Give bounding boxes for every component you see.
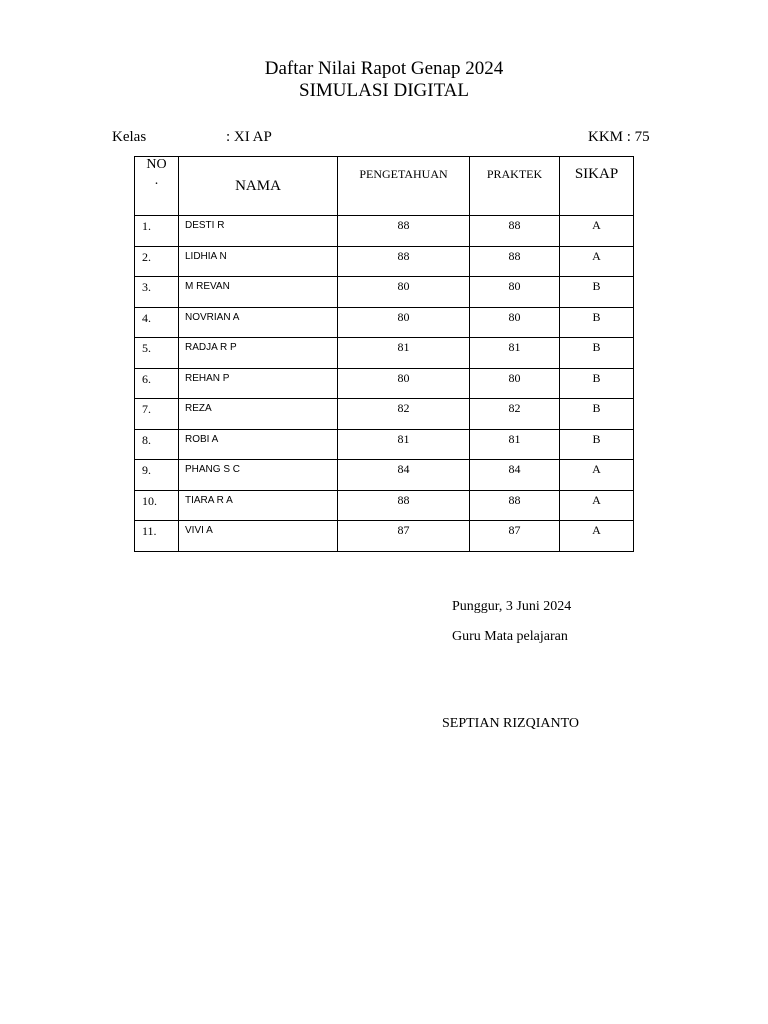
table-row xyxy=(135,277,634,308)
kkm-label: KKM : 75 xyxy=(588,129,650,145)
cell-praktek: 80 xyxy=(470,307,560,338)
cell-praktek: 88 xyxy=(470,246,560,277)
cell-pengetahuan: 81 xyxy=(338,338,470,369)
cell-nama: RADJA R P xyxy=(179,338,338,369)
cell-no: 11. xyxy=(135,521,179,552)
cell-no: 2. xyxy=(135,246,179,277)
cell-no: 3. xyxy=(135,277,179,308)
cell-sikap: B xyxy=(560,399,634,430)
cell-no: 6. xyxy=(135,368,179,399)
cell-pengetahuan: 87 xyxy=(338,521,470,552)
cell-praktek: 84 xyxy=(470,460,560,491)
cell-no: 9. xyxy=(135,460,179,491)
table-row xyxy=(135,307,634,338)
header-no-line1: NO xyxy=(146,157,167,172)
cell-sikap: B xyxy=(560,277,634,308)
cell-nama: M REVAN xyxy=(179,277,338,308)
cell-nama: NOVRIAN A xyxy=(179,307,338,338)
cell-pengetahuan: 88 xyxy=(338,216,470,247)
cell-pengetahuan: 81 xyxy=(338,429,470,460)
cell-sikap: A xyxy=(560,490,634,521)
table-row xyxy=(135,216,634,247)
kelas-value: : XI AP xyxy=(226,129,272,145)
grades-table xyxy=(134,156,634,552)
cell-sikap: B xyxy=(560,338,634,369)
table-row xyxy=(135,429,634,460)
cell-nama: DESTI R xyxy=(179,216,338,247)
header-no-line2: . xyxy=(154,173,159,188)
header-praktek: PRAKTEK xyxy=(470,157,560,216)
cell-sikap: B xyxy=(560,307,634,338)
cell-sikap: A xyxy=(560,216,634,247)
cell-pengetahuan: 80 xyxy=(338,307,470,338)
cell-praktek: 88 xyxy=(470,216,560,247)
table-row xyxy=(135,246,634,277)
signature-role: Guru Mata pelajaran xyxy=(452,629,568,644)
header-pengetahuan: PENGETAHUAN xyxy=(338,157,470,216)
table-row xyxy=(135,490,634,521)
header-no xyxy=(135,157,179,216)
document-title: Daftar Nilai Rapot Genap 2024 xyxy=(264,58,504,79)
cell-praktek: 88 xyxy=(470,490,560,521)
cell-nama: PHANG S C xyxy=(179,460,338,491)
cell-praktek: 87 xyxy=(470,521,560,552)
cell-nama: ROBI A xyxy=(179,429,338,460)
signature-name: SEPTIAN RIZQIANTO xyxy=(442,716,580,731)
subject-title: SIMULASI DIGITAL xyxy=(299,80,469,101)
cell-praktek: 80 xyxy=(470,368,560,399)
cell-praktek: 80 xyxy=(470,277,560,308)
cell-sikap: A xyxy=(560,460,634,491)
table-header-row xyxy=(135,157,634,216)
cell-no: 5. xyxy=(135,338,179,369)
cell-no: 7. xyxy=(135,399,179,430)
cell-pengetahuan: 88 xyxy=(338,490,470,521)
cell-nama: TIARA R A xyxy=(179,490,338,521)
cell-pengetahuan: 82 xyxy=(338,399,470,430)
table-row xyxy=(135,399,634,430)
cell-sikap: B xyxy=(560,429,634,460)
table-row xyxy=(135,460,634,491)
cell-praktek: 82 xyxy=(470,399,560,430)
cell-pengetahuan: 80 xyxy=(338,368,470,399)
cell-praktek: 81 xyxy=(470,338,560,369)
header-nama: NAMA xyxy=(179,157,338,216)
cell-no: 1. xyxy=(135,216,179,247)
header-sikap: SIKAP xyxy=(560,157,634,216)
cell-nama: VIVI A xyxy=(179,521,338,552)
cell-no: 4. xyxy=(135,307,179,338)
cell-no: 8. xyxy=(135,429,179,460)
table-row xyxy=(135,338,634,369)
cell-pengetahuan: 88 xyxy=(338,246,470,277)
cell-nama: REZA xyxy=(179,399,338,430)
table-row xyxy=(135,368,634,399)
cell-pengetahuan: 80 xyxy=(338,277,470,308)
cell-sikap: A xyxy=(560,521,634,552)
cell-nama: LIDHIA N xyxy=(179,246,338,277)
cell-sikap: A xyxy=(560,246,634,277)
table-row xyxy=(135,521,634,552)
cell-praktek: 81 xyxy=(470,429,560,460)
signature-place-date: Punggur, 3 Juni 2024 xyxy=(452,599,572,614)
cell-no: 10. xyxy=(135,490,179,521)
cell-pengetahuan: 84 xyxy=(338,460,470,491)
cell-nama: REHAN P xyxy=(179,368,338,399)
kelas-label: Kelas xyxy=(112,129,147,145)
cell-sikap: B xyxy=(560,368,634,399)
